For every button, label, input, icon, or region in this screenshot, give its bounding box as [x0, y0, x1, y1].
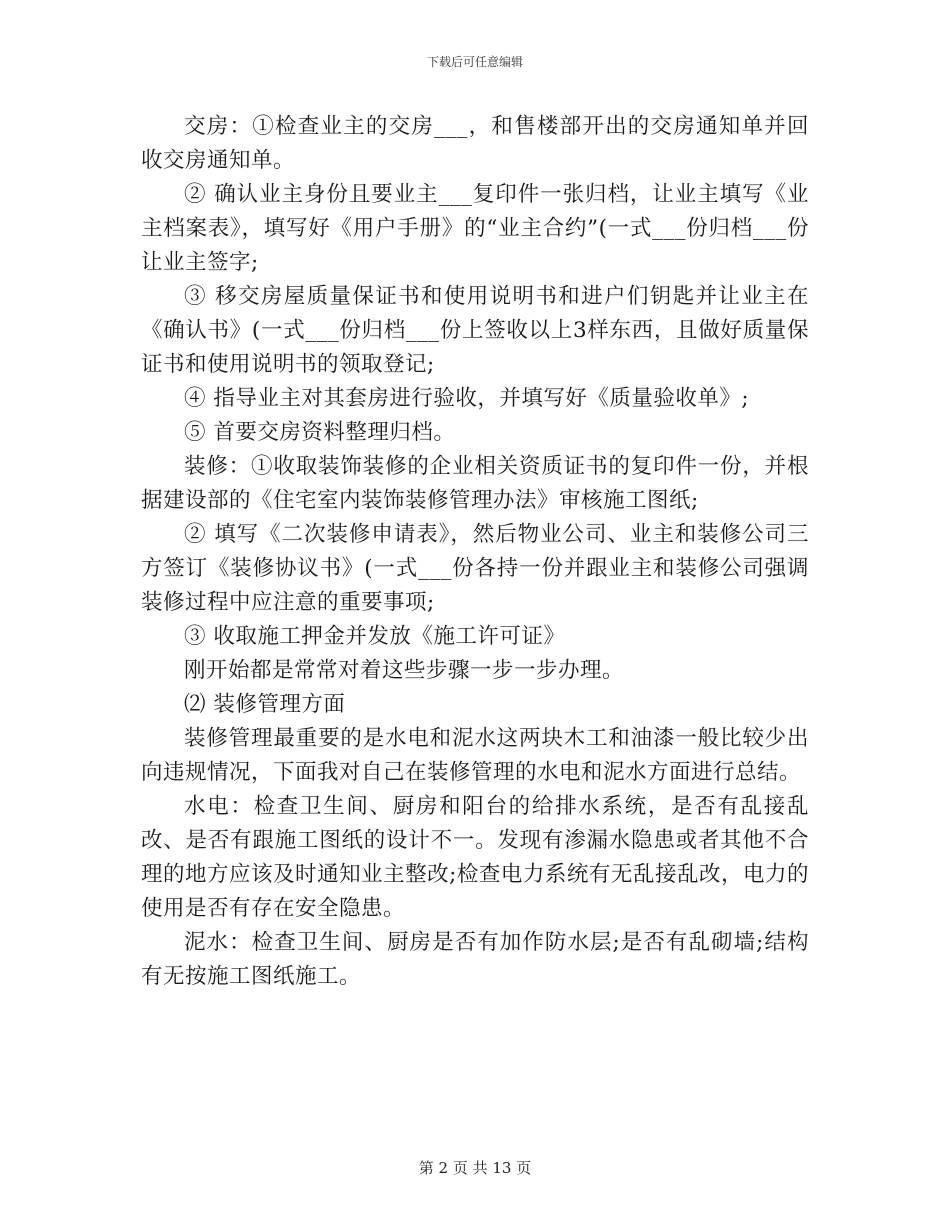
page-number: 第 2 页 共 13 页: [418, 1159, 532, 1177]
paragraph-handover-check: 交房：①检查业主的交房___，和售楼部开出的交房通知单并回收交房通知单。: [141, 114, 809, 173]
paragraph-archive-materials: ⑤ 首要交房资料整理归档。: [184, 420, 456, 445]
paragraph-step-by-step: 刚开始都是常常对着这些步骤一步一步办理。: [184, 658, 625, 683]
paragraph-renovation-summary: 装修管理最重要的是水电和泥水这两块木工和油漆一般比较少出向违规情况，下面我对自己在装修管理的水电和泥水方面进行总结。: [141, 726, 809, 785]
paragraph-renovation-application: ② 填写《二次装修申请表》，然后物业公司、业主和装修公司三方签订《装修协议书》(一式___份各持一份并跟业主和装修公司强调装修过程中应注意的重要事项;: [141, 522, 809, 615]
paragraph-guide-inspection: ④ 指导业主对其套房进行验收，并填写好《质量验收单》;: [184, 386, 750, 411]
page-header-note: 下载后可任意编辑: [426, 55, 523, 69]
paragraph-masonry: 泥水：检查卫生间、厨房是否有加作防水层;是否有乱砌墙;结构有无按施工图纸施工。: [141, 930, 809, 989]
paragraph-plumbing-electrical: 水电：检查卫生间、厨房和阳台的给排水系统，是否有乱接乱改、是否有跟施工图纸的设计不一。发现有渗漏水隐患或者其他不合理的地方应该及时通知业主整改;检查电力系统有无乱接乱改，电力的使用是否有存在安全隐患。: [141, 794, 809, 921]
paragraph-transfer-documents: ③ 移交房屋质量保证书和使用说明书和进户们钥匙并让业主在《确认书》(一式___份归档___份上签收以上3样东西，且做好质量保证书和使用说明书的领取登记;: [141, 284, 809, 377]
paragraph-construction-deposit: ③ 收取施工押金并发放《施工许可证》: [184, 624, 566, 649]
paragraph-renovation-qualification: 装修：①收取装饰装修的企业相关资质证书的复印件一份，并根据建设部的《住宅室内装饰装修管理办法》审核施工图纸;: [141, 454, 809, 513]
paragraph-confirm-identity: ② 确认业主身份且要业主___复印件一张归档，让业主填写《业主档案表》，填写好《用户手册》的“业主合约”(一式___份归档___份让业主签字;: [141, 182, 809, 275]
document-body: [141, 110, 809, 994]
section-heading-renovation-management: ⑵ 装修管理方面: [184, 692, 346, 717]
